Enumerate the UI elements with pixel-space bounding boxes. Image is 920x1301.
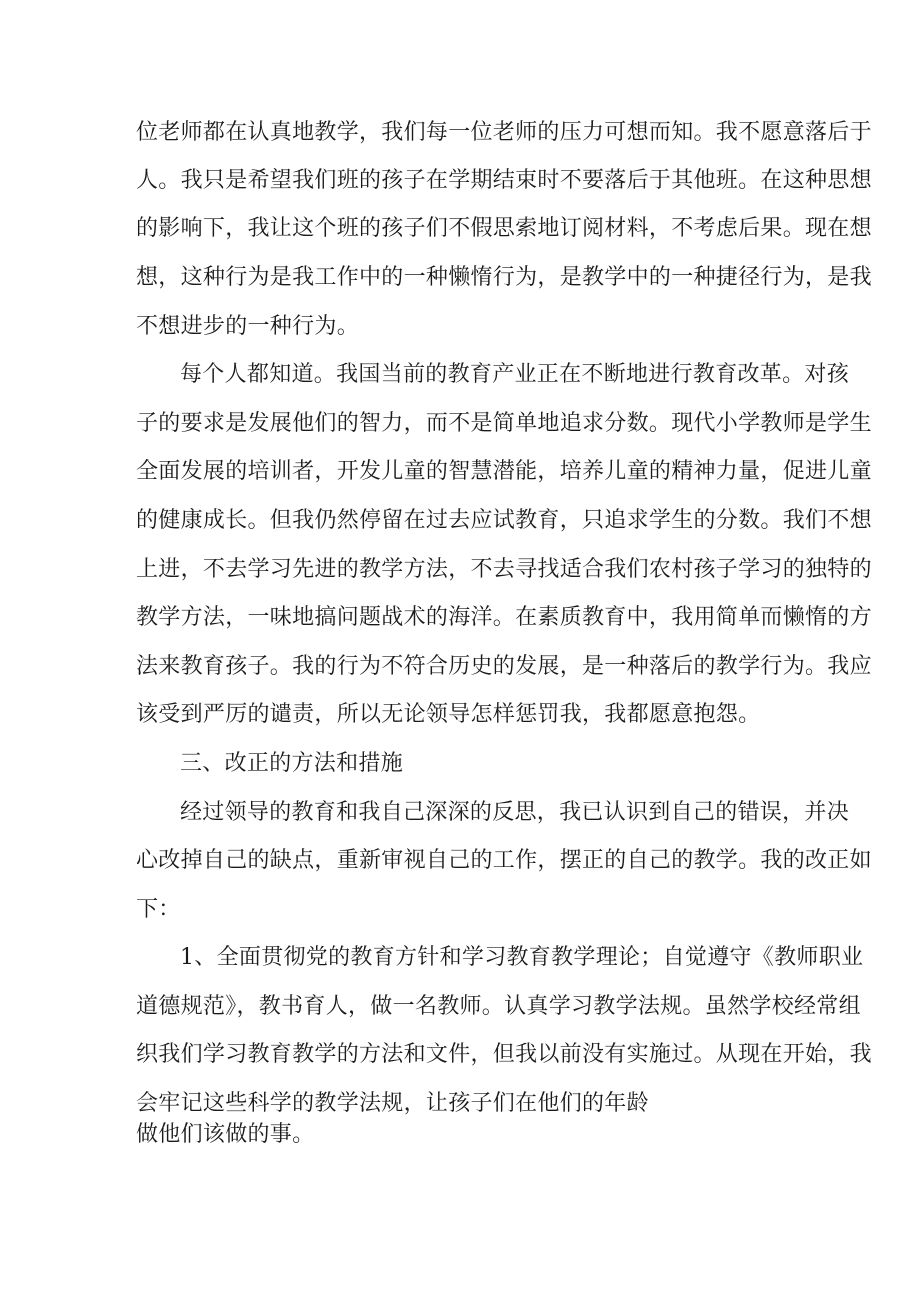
paragraph-2-line-5: 上进，不去学习先进的教学方法，不去寻找适合我们农村孩子学习的独特的 [136,557,872,582]
paragraph-1-line-5: 不想进步的一种行为。 [136,314,360,339]
paragraph-1-line-1: 位老师都在认真地教学，我们每一位老师的压力可想而知。我不愿意落后于 [136,120,872,145]
paragraph-4-line-3: 织我们学习教育教学的方法和文件，但我以前没有实施过。从现在开始，我 [136,1042,872,1067]
paragraph-2-line-6: 教学方法，一味地搞问题战术的海洋。在素质教育中，我用简单而懒惰的方 [136,605,872,630]
paragraph-4-line-5: 做他们该做的事。 [136,1122,315,1147]
section-heading: 三、改正的方法和措施 [180,751,404,776]
paragraph-2-line-4: 的健康成长。但我仍然停留在过去应试教育，只追求学生的分数。我们不想 [136,508,872,533]
paragraph-1-line-4: 想，这种行为是我工作中的一种懒惰行为，是教学中的一种捷径行为，是我 [136,265,872,290]
paragraph-4-line-4: 会牢记这些科学的教学法规，让孩子们在他们的年龄 [136,1091,649,1116]
paragraph-1-line-3: 的影响下，我让这个班的孩子们不假思索地订阅材料，不考虑后果。现在想 [136,216,872,241]
paragraph-2-line-8: 该受到严厉的谴责，所以无论领导怎样惩罚我，我都愿意抱怨。 [136,702,761,727]
paragraph-2-line-2: 子的要求是发展他们的智力，而不是简单地追求分数。现代小学教师是学生 [136,411,872,436]
paragraph-4-line-2: 道德规范》，教书育人，做一名教师。认真学习教学法规。虽然学校经常组 [136,994,861,1019]
paragraph-2-line-7: 法来教育孩子。我的行为不符合历史的发展，是一种落后的教学行为。我应 [136,654,872,679]
paragraph-3-line-1: 经过领导的教育和我自己深深的反思，我已认识到自己的错误，并决 [180,800,850,825]
paragraph-4-line-1: 1、全面贯彻党的教育方针和学习教育教学理论；自觉遵守《教师职业 [180,945,864,970]
paragraph-3-line-2: 心改掉自己的缺点，重新审视自己的工作，摆正的自己的教学。我的改正如 [136,848,872,873]
paragraph-2-line-1: 每个人都知道。我国当前的教育产业正在不断地进行教育改革。对孩 [180,362,850,387]
paragraph-1-line-2: 人。我只是希望我们班的孩子在学期结束时不要落后于其他班。在这种思想 [136,168,872,193]
paragraph-2-line-3: 全面发展的培训者，开发儿童的智慧潜能，培养儿童的精神力量，促进儿童 [136,459,872,484]
paragraph-3-line-3: 下： [136,897,181,922]
